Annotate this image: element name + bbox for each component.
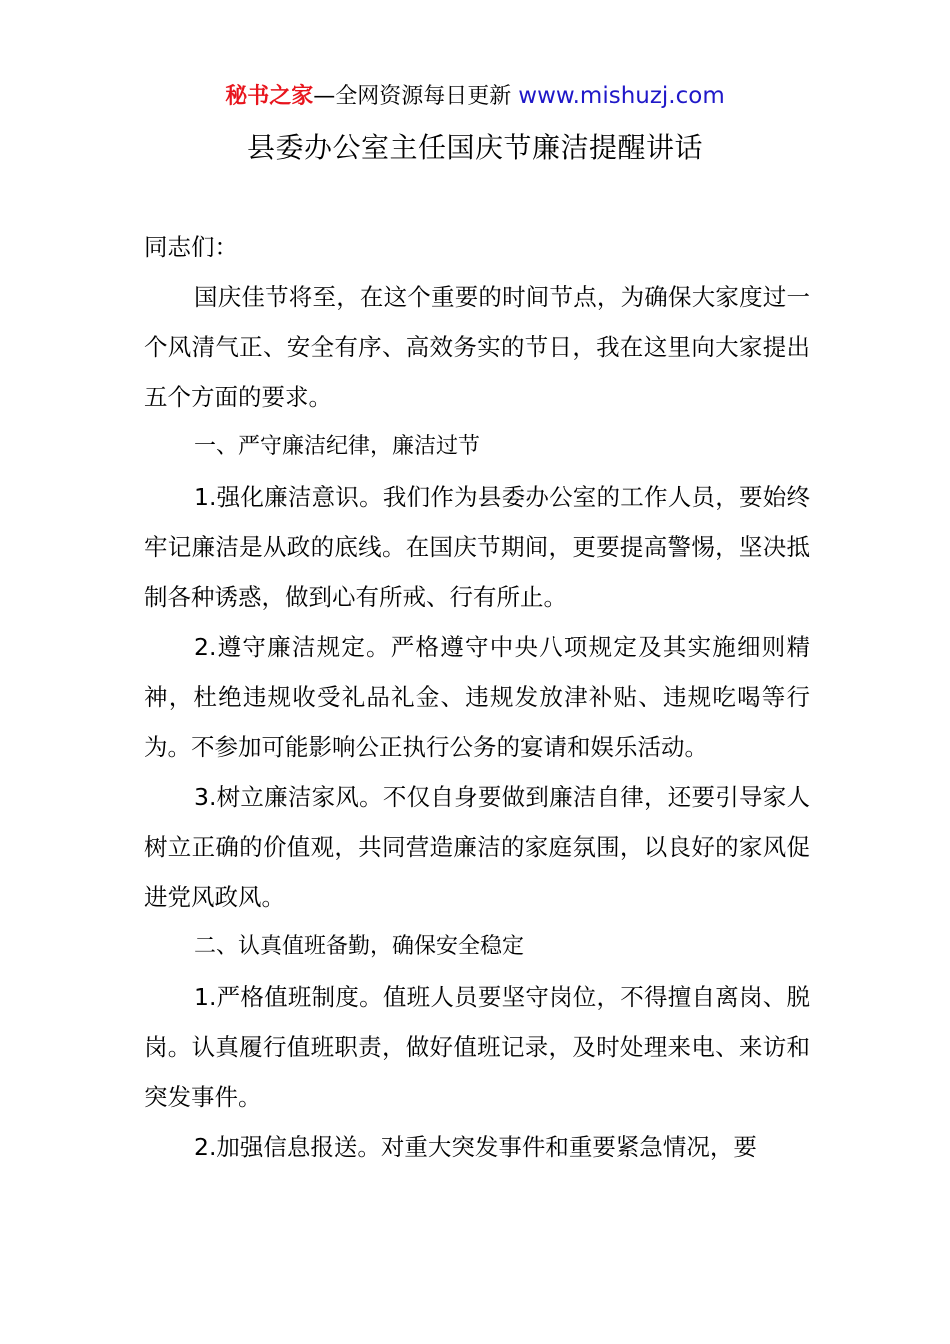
- salutation: 同志们：: [144, 233, 238, 261]
- site-header: [0, 80, 950, 113]
- paragraph: 2.遵守廉洁规定。严格遵守中央八项规定及其实施细则精神，杜绝违规收受礼品礼金、违规发放津补贴、违规吃喝等行为。不参加可能影响公正执行公务的宴请和娱乐活动。: [144, 633, 810, 761]
- paragraph: 1.强化廉洁意识。我们作为县委办公室的工作人员，要始终牢记廉洁是从政的底线。在国庆节期间，更要提高警惕，坚决抵制各种诱惑，做到心有所戒、行有所止。: [144, 483, 810, 611]
- document-title: 县委办公室主任国庆节廉洁提醒讲话: [246, 131, 703, 164]
- intro-paragraph: 国庆佳节将至，在这个重要的时间节点，为确保大家度过一个风清气正、安全有序、高效务实的节日，我在这里向大家提出五个方面的要求。: [144, 283, 810, 411]
- document-body: [144, 222, 810, 1172]
- section-heading-2: 二、认真值班备勤，确保安全稳定: [194, 934, 525, 959]
- header-tagline: —全网资源每日更新: [313, 84, 512, 109]
- section-heading-1: 一、严守廉洁纪律，廉洁过节: [194, 434, 481, 459]
- paragraph: 2.加强信息报送。对重大突发事件和重要紧急情况，要: [194, 1133, 757, 1161]
- paragraph: 1.严格值班制度。值班人员要坚守岗位，不得擅自离岗、脱岗。认真履行值班职责，做好值班记录，及时处理来电、来访和突发事件。: [144, 983, 810, 1111]
- paragraph: 3.树立廉洁家风。不仅自身要做到廉洁自律，还要引导家人树立正确的价值观，共同营造廉洁的家庭氛围，以良好的家风促进党风政风。: [144, 783, 810, 911]
- site-url-link[interactable]: www.mishuzj.com: [518, 83, 725, 109]
- brand-name: 秘书之家: [225, 84, 314, 109]
